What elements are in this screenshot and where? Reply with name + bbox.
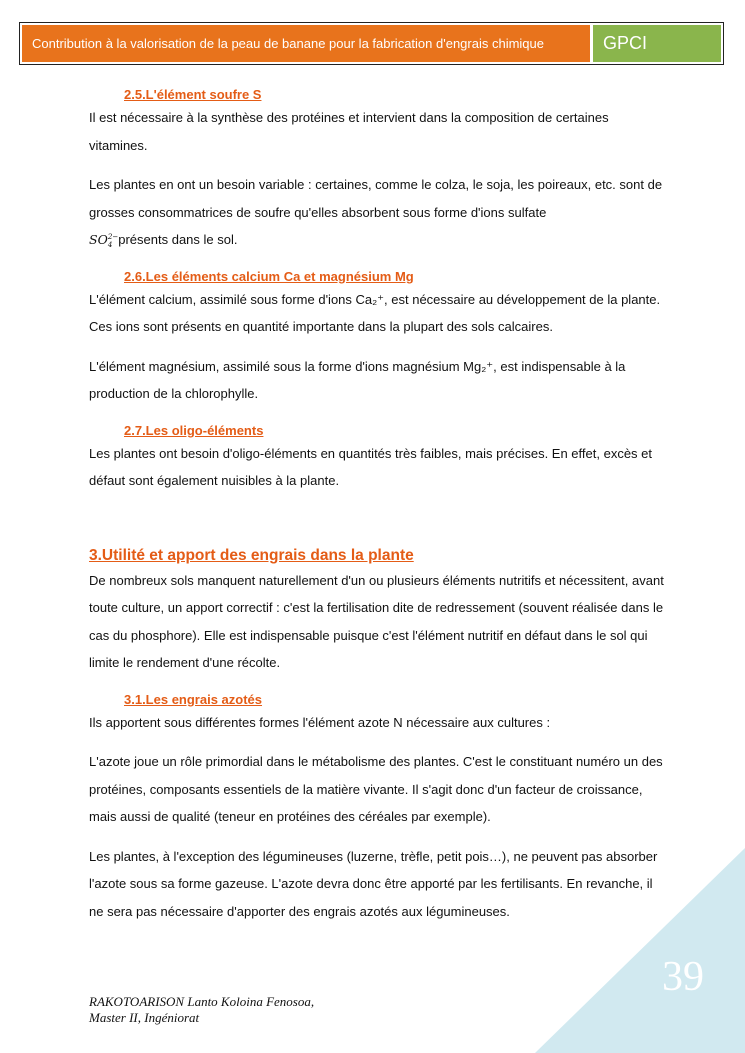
paragraph: Les plantes, à l'exception des légumineuses (luzerne, trèfle, petit pois…), ne peuvent pas absorber l'azote sous sa forme gazeuse. L'azote devra donc être apporté par les fertilisants. En revanche, il ne sera pas nécessaire d'apporter des engrais azotés aux légumineuses.: [89, 848, 658, 919]
section-heading-2-6: 2.6.Les éléments calcium Ca et magnésium Mg: [124, 268, 414, 284]
paragraph: Ils apportent sous différentes formes l'élément azote N nécessaire aux cultures :: [89, 714, 551, 730]
page-number: 39: [662, 954, 704, 1000]
program-badge: GPCI: [593, 25, 721, 62]
paragraph: Il est nécessaire à la synthèse des protéines et intervient dans la composition de certaines vitamines.: [89, 110, 609, 153]
sulfate-formula: [89, 232, 118, 247]
formula-superscript: 2−: [107, 231, 119, 241]
page-content: [89, 86, 669, 937]
page-footer: [89, 994, 314, 1026]
formula-base: SO: [89, 232, 108, 247]
author-degree: Master II, Ingéniorat: [89, 1010, 200, 1025]
paragraph-text-end: présents dans le sol.: [118, 232, 238, 247]
paragraph-sulfate: [89, 171, 669, 254]
paragraph: L'élément calcium, assimilé sous forme d'ions Ca₂⁺, est nécessaire au développement de la plante. Ces ions sont présents en quantité importante dans la plupart des sols calcaires.: [89, 291, 661, 334]
section-heading-2-7: 2.7.Les oligo-éléments: [124, 422, 264, 438]
section-heading-2-5: 2.5.L'élément soufre S: [124, 87, 262, 102]
author-name: RAKOTOARISON Lanto Koloina Fenosoa,: [89, 994, 315, 1009]
paragraph: De nombreux sols manquent naturellement d'un ou plusieurs éléments nutritifs et nécessitent, avant toute culture, un apport correctif : c'est la fertilisation dite de redressement (souvent réalisée dans le cas du phosphore). Elle est indispensable puisque c'est l'élément nutritif en défaut dans le sol qui limite le rendement d'une récolte.: [89, 572, 664, 670]
section-heading-3: 3.Utilité et apport des engrais dans la plante: [89, 546, 414, 564]
paragraph: L'azote joue un rôle primordial dans le métabolisme des plantes. C'est le constituant numéro un des protéines, composants essentiels de la matière vivante. Il s'agit donc d'un facteur de croissance, mais aussi de qualité (teneur en protéines des céréales par exemple).: [89, 754, 663, 824]
paragraph: L'élément magnésium, assimilé sous la forme d'ions magnésium Mg₂⁺, est indispensable à la production de la chlorophylle.: [89, 358, 626, 401]
formula-subscript: 4: [107, 239, 113, 249]
document-title: Contribution à la valorisation de la peau de banane pour la fabrication d'engrais chimique: [22, 25, 590, 62]
paragraph-text: Les plantes en ont un besoin variable : certaines, comme le colza, le soja, les poireaux, etc. sont de grosses consommatrices de soufre qu'elles absorbent sous forme d'ions sulfate: [89, 177, 663, 220]
section-heading-3-1: 3.1.Les engrais azotés: [124, 691, 263, 707]
page-header: [19, 22, 724, 65]
paragraph: Les plantes ont besoin d'oligo-éléments en quantités très faibles, mais précises. En effet, excès et défaut sont également nuisibles à la plante.: [89, 445, 653, 488]
